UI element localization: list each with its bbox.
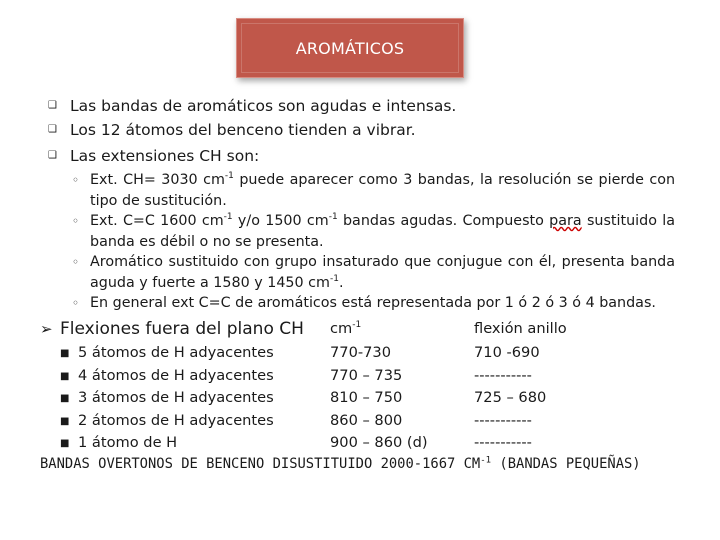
sub-bullet-text xyxy=(90,170,675,211)
circle-bullet-icon: ◦ xyxy=(72,173,80,187)
circle-bullet-icon: ◦ xyxy=(72,214,80,228)
square-bullet-icon: ■ xyxy=(60,393,70,405)
row-label: 2 átomos de H adyacentes xyxy=(78,411,274,429)
text-segment: BANDAS OVERTONOS DE BENCENO DISUSTITUIDO 2000-1667 CM xyxy=(40,456,481,472)
superscript: -1 xyxy=(328,212,338,223)
square-bullet-icon: ❑ xyxy=(48,150,57,161)
range-column xyxy=(330,342,428,455)
text-segment: y/o 1500 cm xyxy=(232,213,329,229)
square-bullet-icon: ❑ xyxy=(48,100,57,111)
text-segment: sustituido la banda es débil o no se presenta. xyxy=(90,213,675,250)
sub-bullet-item xyxy=(72,211,675,252)
ring-value: 725 – 680 xyxy=(474,389,547,407)
text-segment: puede aparecer como 3 bandas, la resolución se pierde con tipo de sustitución. xyxy=(90,172,675,209)
range-value: 810 – 750 xyxy=(330,389,403,407)
ring-value: ----------- xyxy=(474,434,532,452)
ring-value: ----------- xyxy=(474,411,532,429)
row-label: 5 átomos de H adyacentes xyxy=(78,344,274,361)
sub-bullet-text xyxy=(90,252,675,293)
ring-value: 710 -690 xyxy=(474,344,540,361)
row-label: 3 átomos de H adyacentes xyxy=(78,389,274,407)
text-segment: . xyxy=(338,274,344,291)
sub-bullet-item xyxy=(72,252,675,293)
arrow-bullet-icon: ➢ xyxy=(40,320,53,338)
bullet-text: Las bandas de aromáticos son agudas e intensas. xyxy=(70,97,457,115)
square-bullet-icon: ■ xyxy=(60,370,70,382)
flex-header-label: Flexiones fuera del plano CH xyxy=(60,319,304,339)
title-box xyxy=(236,18,464,78)
text-segment: bandas agudas. Compuesto xyxy=(337,213,550,229)
column-header-cm xyxy=(330,318,361,341)
sub-bullet-text xyxy=(90,211,675,252)
square-bullet-icon: ❑ xyxy=(48,124,57,135)
text-segment: Ext. C=C 1600 cm xyxy=(90,213,224,229)
circle-bullet-icon: ◦ xyxy=(72,255,80,269)
sub-bullet-text: En general ext C=C de aromáticos está representada por 1 ó 2 ó 3 ó 4 bandas. xyxy=(90,295,656,311)
bullet-text: Los 12 átomos del benceno tienden a vibrar. xyxy=(70,121,416,139)
superscript: -1 xyxy=(352,320,362,331)
bullet-text: Las extensiones CH son: xyxy=(70,147,260,165)
square-bullet-icon: ■ xyxy=(60,415,70,427)
square-bullet-icon: ■ xyxy=(60,438,70,450)
square-bullet-icon: ■ xyxy=(60,348,70,359)
page-title: AROMÁTICOS xyxy=(295,38,405,58)
underlined-word: para xyxy=(549,213,582,229)
sub-bullet-item xyxy=(72,170,675,211)
superscript: -1 xyxy=(329,273,339,284)
column-header-ring: flexión anillo xyxy=(474,320,567,337)
range-value: 860 – 800 xyxy=(330,411,403,429)
row-label: 1 átomo de H xyxy=(78,434,178,452)
superscript: -1 xyxy=(480,455,492,466)
text-segment: (BANDAS PEQUEÑAS) xyxy=(491,456,641,472)
range-value: 770-730 xyxy=(330,344,391,361)
text-segment: Ext. CH= 3030 cm xyxy=(90,172,225,188)
circle-bullet-icon: ◦ xyxy=(72,296,80,310)
text-segment: cm xyxy=(330,320,353,337)
row-label: 4 átomos de H adyacentes xyxy=(78,366,274,384)
text-segment: Aromático sustituido con grupo insaturado que conjugue con él, presenta banda aguda y fuerte a 1580 y 1450 cm xyxy=(90,254,675,291)
sub-bullet-item xyxy=(72,293,675,314)
ring-column xyxy=(474,342,546,455)
ring-value: ----------- xyxy=(474,366,532,384)
superscript: -1 xyxy=(223,212,233,223)
range-value: 900 – 860 (d) xyxy=(330,434,428,452)
superscript: -1 xyxy=(224,171,234,182)
range-value: 770 – 735 xyxy=(330,366,403,384)
overtones-note xyxy=(40,455,680,473)
